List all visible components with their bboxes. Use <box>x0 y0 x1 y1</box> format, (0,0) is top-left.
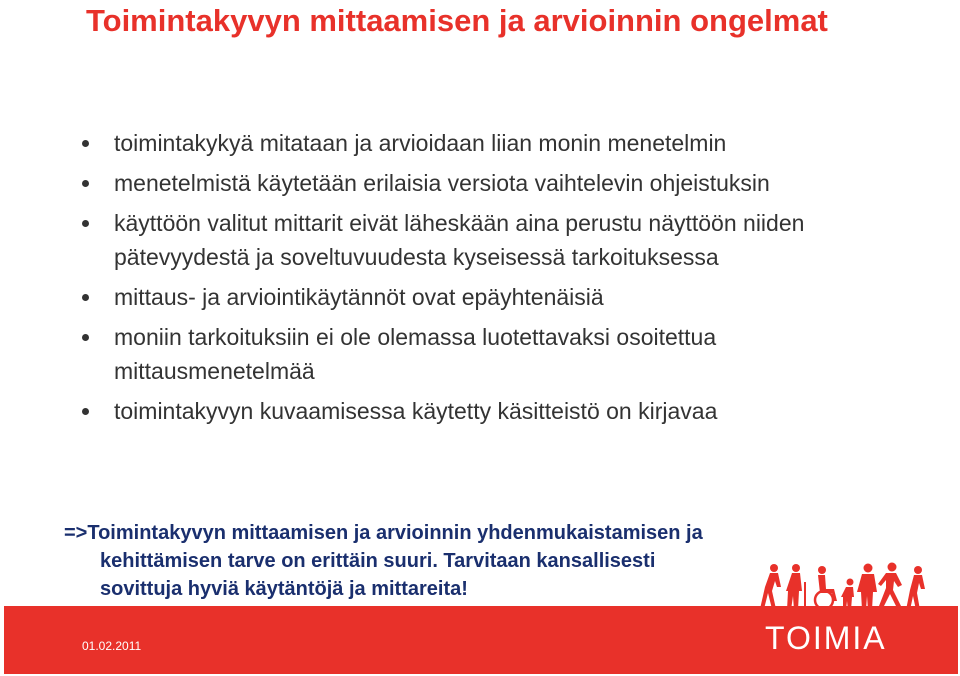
bullet-text: toimintakyvyn kuvaamisessa käytetty käsitteistö on kirjavaa <box>114 398 718 424</box>
brand-logo: TOIMIA <box>765 620 887 656</box>
bullet-text: menetelmistä käytetään erilaisia versiota vaihtelevin ohjeistuksin <box>114 170 770 196</box>
bullet-item <box>78 394 908 428</box>
bullet-dot-icon <box>82 140 89 147</box>
conclusion-line: =>Toimintakyvyn mittaamisen ja arvioinnin yhdenmukaistamisen ja <box>64 522 703 544</box>
footer-date: 01.02.2011 <box>82 639 142 653</box>
bullet-dot-icon <box>82 294 89 301</box>
bullet-dot-icon <box>82 220 89 227</box>
bullet-item <box>78 280 908 314</box>
bullet-item <box>78 126 908 160</box>
conclusion-line: kehittämisen tarve on erittäin suuri. Tarvitaan kansallisesti <box>100 550 656 572</box>
bullet-text: toimintakykyä mitataan ja arvioidaan liian monin menetelmin <box>114 130 727 156</box>
slide-title: Toimintakyvyn mittaamisen ja arvioinnin ongelmat <box>86 3 828 38</box>
bullet-text: mittaus- ja arviointikäytännöt ovat epäyhtenäisiä <box>114 284 604 310</box>
bullet-item <box>78 206 908 274</box>
bullet-text: käyttöön valitut mittarit eivät läheskään aina perustu näyttöön niiden pätevyydestä ja soveltuvuudesta kyseisessä tarkoituksessa <box>114 210 805 270</box>
bullet-item <box>78 320 908 388</box>
bullet-list <box>78 126 908 434</box>
conclusion-text <box>64 519 844 603</box>
bullet-dot-icon <box>82 408 89 415</box>
bullet-item <box>78 166 908 200</box>
people-activity-icon <box>760 562 960 610</box>
bullet-text: moniin tarkoituksiin ei ole olemassa luotettavaksi osoitettua mittausmenetelmää <box>114 324 717 384</box>
conclusion-line: sovittuja hyviä käytäntöjä ja mittareita! <box>100 578 468 600</box>
footer-bar <box>4 606 958 674</box>
bullet-dot-icon <box>82 180 89 187</box>
bullet-dot-icon <box>82 334 89 341</box>
